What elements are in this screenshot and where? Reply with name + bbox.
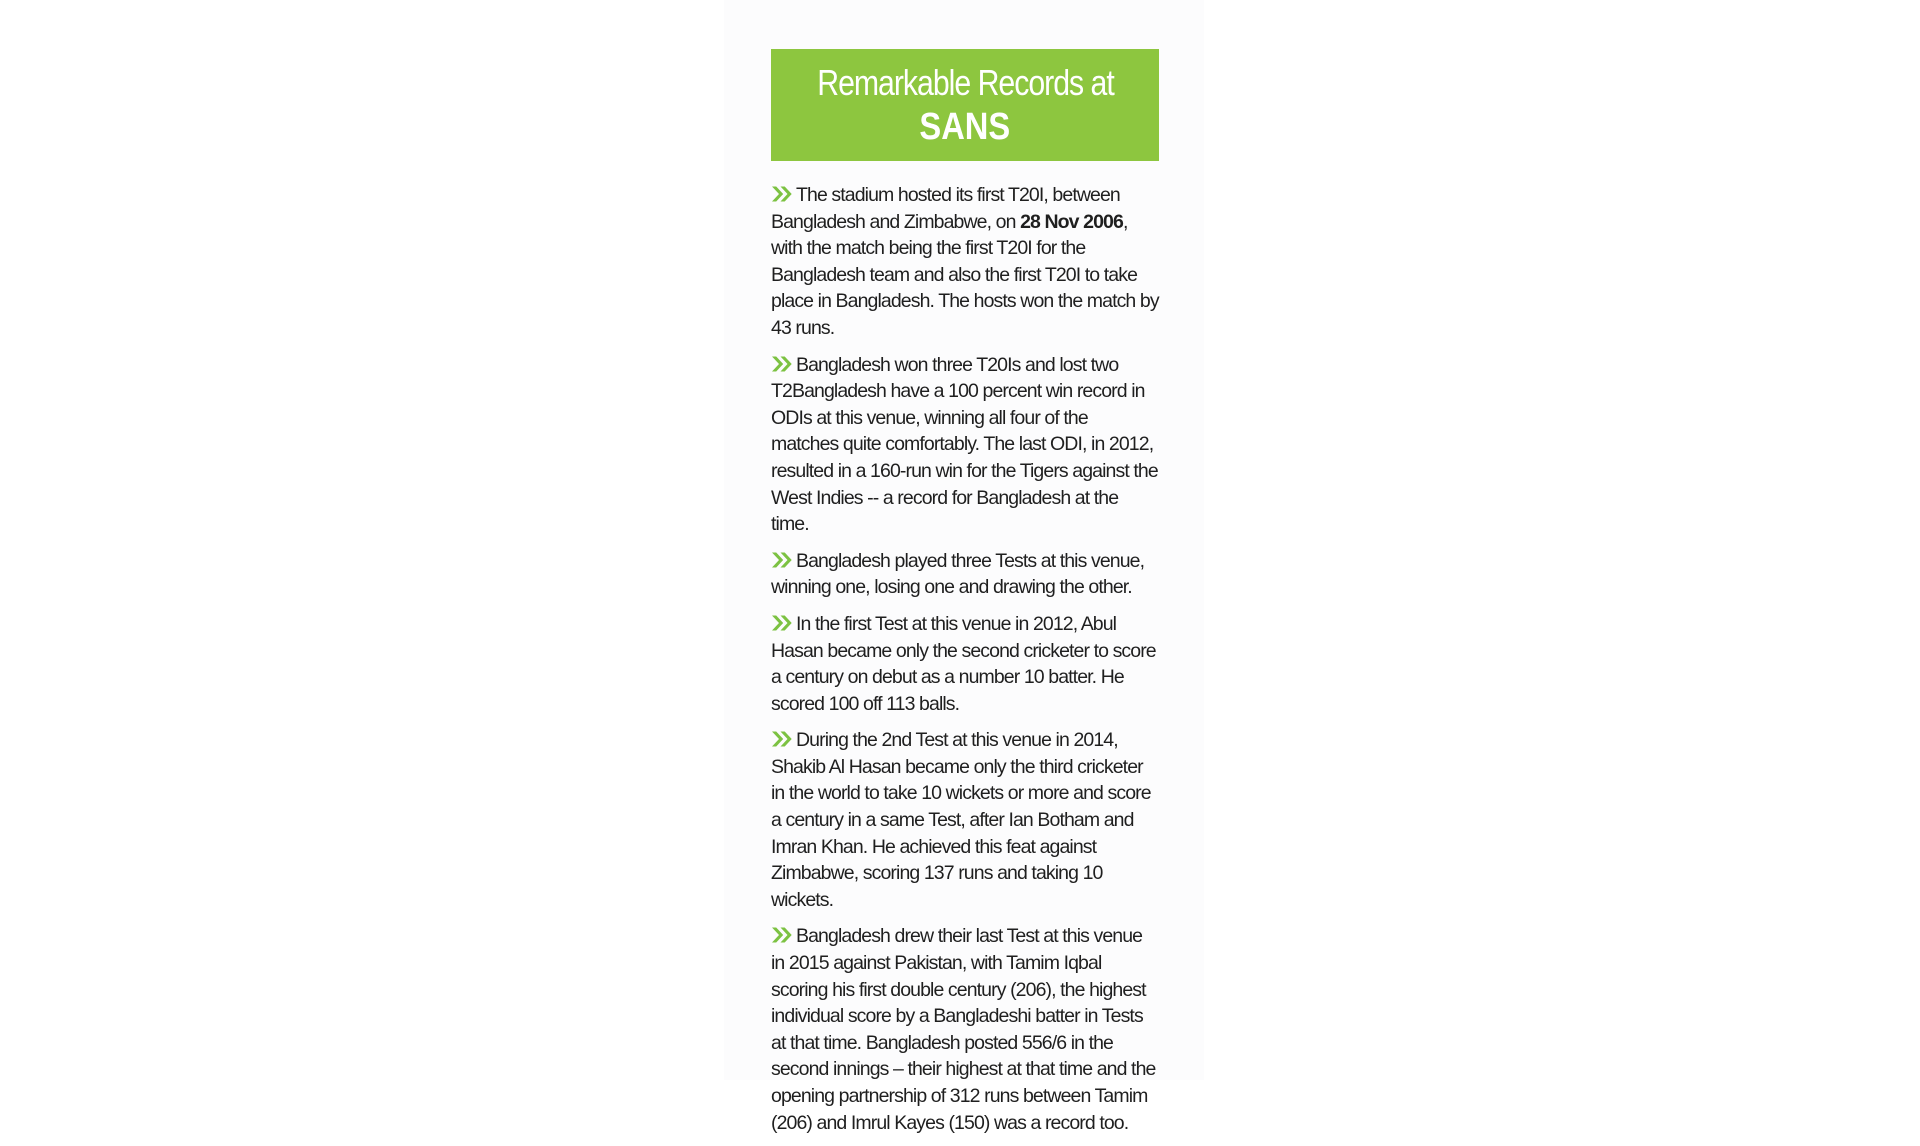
record-item-2 bbox=[771, 352, 1159, 538]
record-item-3 bbox=[771, 548, 1159, 601]
record-text-5: During the 2nd Test at this venue in 2014, Shakib Al Hasan became only the third cricketer in the world to take 10 wickets or more and score a century in a same Test, after Ian Botham and Imran Khan. He achieved this feat against Zimbabwe, scoring 137 runs and taking 10 wickets. bbox=[771, 729, 1151, 911]
double-chevron-right-icon bbox=[771, 614, 793, 632]
record-text-1-end: , with the match being the first T20I for the Bangladesh team and also the first T20I to take place in Bangladesh. The hosts won the match by 43 runs. bbox=[771, 210, 1159, 339]
title-banner bbox=[771, 49, 1159, 161]
double-chevron-right-icon bbox=[771, 926, 793, 944]
record-date-highlight: 28 Nov 2006 bbox=[1020, 210, 1123, 233]
double-chevron-right-icon bbox=[771, 551, 793, 569]
record-item-4 bbox=[771, 611, 1159, 717]
record-item-5 bbox=[771, 727, 1159, 913]
double-chevron-right-icon bbox=[771, 730, 793, 748]
records-card bbox=[771, 49, 1159, 1146]
double-chevron-right-icon bbox=[771, 185, 793, 203]
title-line-2: SANS bbox=[919, 106, 1011, 148]
record-text-1-start: The stadium hosted its first T20I, between Bangladesh and Zimbabwe, on bbox=[771, 184, 1120, 233]
record-text-2: Bangladesh won three T20Is and lost two T2Bangladesh have a 100 percent win record in ODIs at this venue, winning all four of the matches quite comfortably. The last ODI, in 2012, resulted in a 160-run win for the Tigers against the West Indies -- a record for Bangladesh at the time. bbox=[771, 353, 1158, 536]
record-item-6 bbox=[771, 923, 1159, 1136]
record-item-1 bbox=[771, 182, 1159, 342]
record-text-3: Bangladesh played three Tests at this venue, winning one, losing one and drawing the other. bbox=[771, 549, 1145, 599]
record-text-6: Bangladesh drew their last Test at this venue in 2015 against Pakistan, with Tamim Iqbal scoring his first double century (206), the highest individual score by a Bangladeshi batter in Tests at that time. Bangladesh posted 556/6 in the second innings – their highest at that time and the opening partnership of 312 runs between Tamim (206) and Imrul Kayes (150) was a record too. bbox=[771, 925, 1156, 1134]
records-list bbox=[771, 182, 1159, 1136]
title-line-1: Remarkable Records at bbox=[816, 62, 1114, 103]
record-text-4: In the first Test at this venue in 2012, Abul Hasan became only the second cricketer to score a century on debut as a number 10 batter. He scored 100 off 113 balls. bbox=[771, 612, 1156, 715]
double-chevron-right-icon bbox=[771, 355, 793, 373]
